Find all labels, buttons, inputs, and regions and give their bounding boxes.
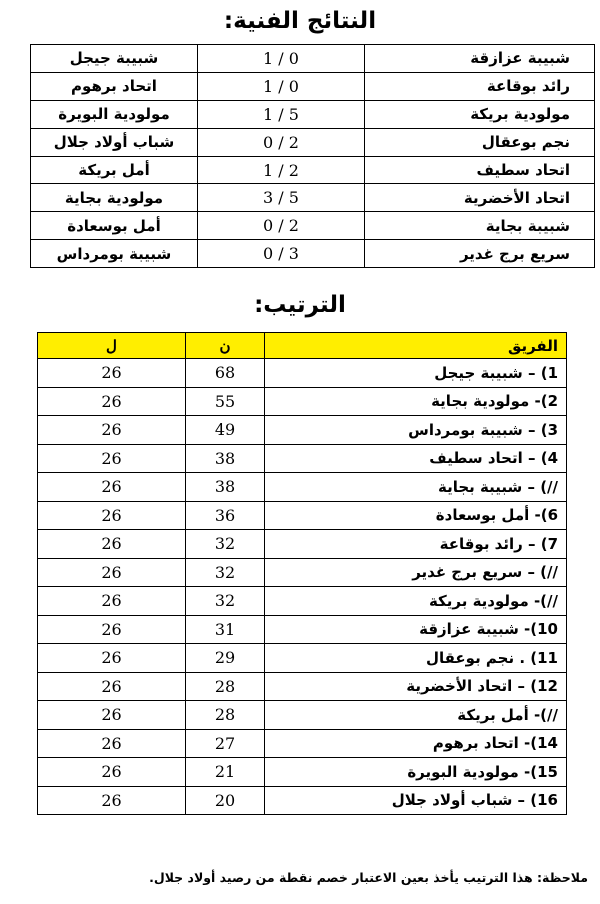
- standings-row: [38, 387, 567, 416]
- standings-played: 26: [38, 387, 186, 416]
- result-away-team: مولودية البويرة: [31, 100, 198, 128]
- result-row: [31, 100, 595, 128]
- standings-row: [38, 501, 567, 530]
- standings-played: 26: [38, 786, 186, 815]
- standings-played: 26: [38, 416, 186, 445]
- standings-played: 26: [38, 444, 186, 473]
- standings-points: 21: [186, 758, 265, 787]
- standings-team: //) – سريع برج غدير: [265, 558, 567, 587]
- standings-played: 26: [38, 701, 186, 730]
- standings-row: [38, 444, 567, 473]
- standings-team: 2)- مولودية بجاية: [265, 387, 567, 416]
- standings-header-row: [38, 333, 567, 359]
- standings-points: 28: [186, 672, 265, 701]
- result-home-team: شبيبة بجاية: [365, 212, 595, 240]
- result-row: [31, 156, 595, 184]
- standings-row: [38, 672, 567, 701]
- standings-row: [38, 473, 567, 502]
- standings-played: 26: [38, 558, 186, 587]
- result-score: 1 / 0: [198, 45, 365, 73]
- standings-points: 38: [186, 473, 265, 502]
- standings-row: [38, 359, 567, 388]
- result-home-team: سريع برج غدير: [365, 240, 595, 268]
- standings-team: 4) – اتحاد سطيف: [265, 444, 567, 473]
- standings-played: 26: [38, 672, 186, 701]
- column-header-team: الفريق: [265, 333, 567, 359]
- standings-points: 36: [186, 501, 265, 530]
- result-row: [31, 128, 595, 156]
- standings-played: 26: [38, 501, 186, 530]
- result-row: [31, 212, 595, 240]
- standings-team: 11) . نجم بوعقال: [265, 644, 567, 673]
- standings-team: 12) – اتحاد الأخضرية: [265, 672, 567, 701]
- standings-row: [38, 558, 567, 587]
- standings-points: 68: [186, 359, 265, 388]
- standings-team: //)- أمل بريكة: [265, 701, 567, 730]
- standings-row: [38, 530, 567, 559]
- standings-team: 3) – شبيبة بومرداس: [265, 416, 567, 445]
- standings-team: 10)- شبيبة عزازقة: [265, 615, 567, 644]
- column-header-played: ل: [38, 333, 186, 359]
- standings-row: [38, 644, 567, 673]
- standings-row: [38, 416, 567, 445]
- standings-played: 26: [38, 644, 186, 673]
- standings-points: 28: [186, 701, 265, 730]
- standings-played: 26: [38, 615, 186, 644]
- standings-team: //) – شبيبة بجاية: [265, 473, 567, 502]
- result-score: 0 / 3: [198, 240, 365, 268]
- result-home-team: شبيبة عزازقة: [365, 45, 595, 73]
- standings-points: 32: [186, 530, 265, 559]
- result-home-team: اتحاد الأخضرية: [365, 184, 595, 212]
- standings-played: 26: [38, 758, 186, 787]
- result-row: [31, 184, 595, 212]
- result-home-team: مولودية بريكة: [365, 100, 595, 128]
- standings-row: [38, 729, 567, 758]
- standings-points: 55: [186, 387, 265, 416]
- result-score: 1 / 5: [198, 100, 365, 128]
- standings-points: 38: [186, 444, 265, 473]
- standings-played: 26: [38, 587, 186, 616]
- standings-team: //)- مولودية بريكة: [265, 587, 567, 616]
- result-row: [31, 240, 595, 268]
- standings-team: 1) – شبيبة جيجل: [265, 359, 567, 388]
- results-table: [30, 44, 595, 268]
- result-home-team: اتحاد سطيف: [365, 156, 595, 184]
- standings-played: 26: [38, 473, 186, 502]
- standings-row: [38, 587, 567, 616]
- standings-heading: الترتيب:: [254, 292, 346, 318]
- column-header-points: ن: [186, 333, 265, 359]
- standings-points: 31: [186, 615, 265, 644]
- result-score: 1 / 2: [198, 156, 365, 184]
- note-text: ملاحظة: هذا الترتيب يأخذ بعين الاعتبار خصم نقطة من رصيد أولاد جلال.: [149, 870, 588, 885]
- standings-table: [37, 332, 567, 815]
- result-score: 0 / 2: [198, 128, 365, 156]
- result-away-team: مولودية بجاية: [31, 184, 198, 212]
- result-row: [31, 45, 595, 73]
- standings-team: 14)- اتحاد برهوم: [265, 729, 567, 758]
- result-away-team: شبيبة جيجل: [31, 45, 198, 73]
- standings-team: 15)- مولودية البويرة: [265, 758, 567, 787]
- standings-team: 16) – شباب أولاد جلال: [265, 786, 567, 815]
- standings-points: 32: [186, 587, 265, 616]
- standings-played: 26: [38, 530, 186, 559]
- result-away-team: أمل بوسعادة: [31, 212, 198, 240]
- standings-points: 27: [186, 729, 265, 758]
- standings-points: 49: [186, 416, 265, 445]
- standings-points: 20: [186, 786, 265, 815]
- standings-row: [38, 701, 567, 730]
- result-away-team: اتحاد برهوم: [31, 72, 198, 100]
- result-away-team: شباب أولاد جلال: [31, 128, 198, 156]
- standings-points: 29: [186, 644, 265, 673]
- standings-played: 26: [38, 729, 186, 758]
- result-away-team: شبيبة بومرداس: [31, 240, 198, 268]
- result-row: [31, 72, 595, 100]
- standings-played: 26: [38, 359, 186, 388]
- result-score: 0 / 2: [198, 212, 365, 240]
- standings-team: 7) – رائد بوقاعة: [265, 530, 567, 559]
- standings-row: [38, 615, 567, 644]
- result-away-team: أمل بريكة: [31, 156, 198, 184]
- standings-row: [38, 758, 567, 787]
- standings-row: [38, 786, 567, 815]
- result-home-team: نجم بوعقال: [365, 128, 595, 156]
- result-home-team: رائد بوقاعة: [365, 72, 595, 100]
- results-heading: النتائج الفنية:: [223, 8, 377, 34]
- standings-team: 6)- أمل بوسعادة: [265, 501, 567, 530]
- result-score: 1 / 0: [198, 72, 365, 100]
- standings-points: 32: [186, 558, 265, 587]
- result-score: 3 / 5: [198, 184, 365, 212]
